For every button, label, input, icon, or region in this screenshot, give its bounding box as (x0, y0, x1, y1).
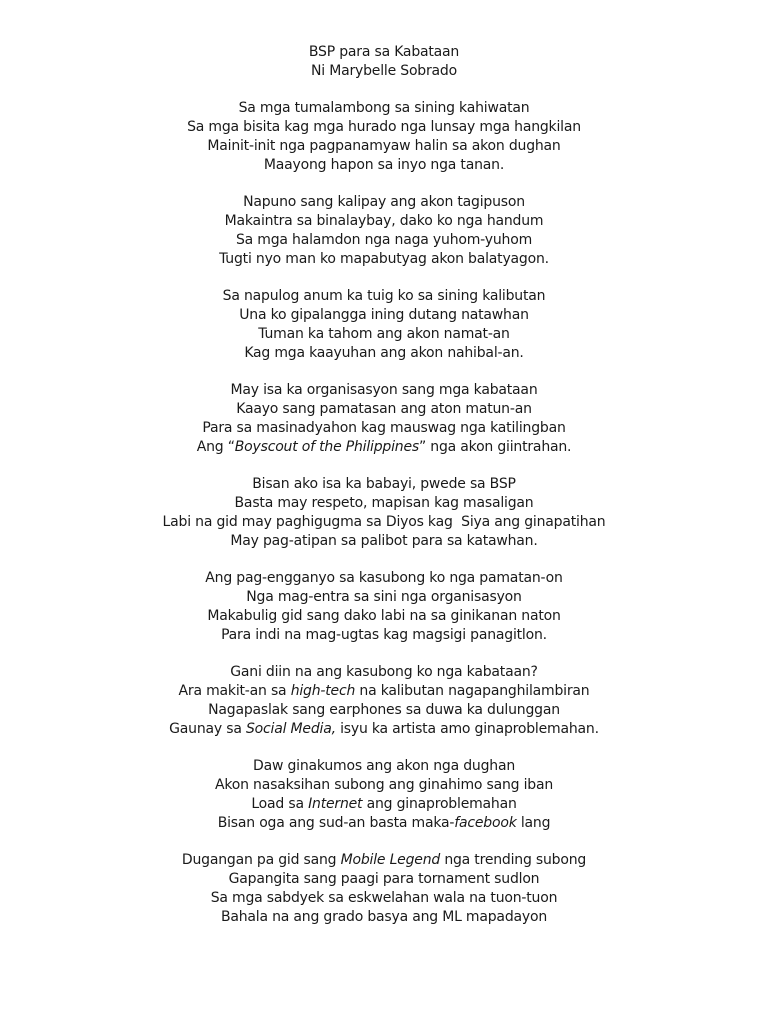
stanza-2 (0, 193, 768, 268)
poem-line: Tuman ka tahom ang akon namat-an (258, 325, 510, 342)
poem-line: Ang pag-engganyo sa kasubong ko nga pamatan-on (205, 570, 563, 587)
poem-line: Para indi na mag-ugtas kag magsigi panagitlon. (221, 626, 547, 643)
stanza-8 (0, 757, 768, 832)
poem-line: Sa mga bisita kag mga hurado nga lunsay mga hangkilan (187, 119, 581, 136)
poem-line: Tugti nyo man ko mapabutyag akon balatyagon. (219, 250, 549, 267)
line-text: ” nga akon giintrahan. (418, 438, 572, 455)
poem-line: Daw ginakumos ang akon nga dughan (252, 758, 515, 775)
poem-line (0, 682, 768, 701)
line-text: nga trending subong (440, 852, 587, 869)
line-text: Gaunay sa (169, 720, 246, 737)
poem-line (0, 851, 768, 870)
stanza-3 (0, 287, 768, 362)
poem-line: Makabulig gid sang dako labi na sa ginikanan naton (207, 607, 561, 624)
line-text: Load sa (251, 795, 309, 812)
poem-line: Una ko gipalangga ining dutang natawhan (239, 307, 529, 324)
poem-line: Sa napulog anum ka tuig ko sa sining kalibutan (222, 288, 546, 305)
stanza-6 (0, 569, 768, 644)
stanza-1 (0, 99, 768, 174)
stanza-5 (0, 475, 768, 550)
poem-line: Gani diin na ang kasubong ko nga kabataan? (230, 664, 538, 681)
poem-line: Labi na gid may paghigugma sa Diyos kag Siya ang ginapatihan (162, 513, 606, 530)
stanza-4 (0, 381, 768, 456)
poem-author: Ni Marybelle Sobrado (311, 62, 457, 79)
poem-line: Sa mga halamdon nga naga yuhom-yuhom (235, 231, 533, 248)
poem-line (0, 814, 768, 833)
poem-line: Nga mag-entra sa sini nga organisasyon (246, 589, 522, 606)
italic-text: Boyscout of the Philippines (234, 438, 419, 455)
poem-line: Napuno sang kalipay ang akon tagipuson (243, 194, 525, 211)
poem-page (0, 43, 768, 926)
line-text: lang (516, 814, 551, 831)
italic-text: high-tech (290, 683, 356, 700)
poem-line: Akon nasaksihan subong ang ginahimo sang iban (214, 777, 554, 794)
poem-line: Sa mga tumalambong sa sining kahiwatan (238, 100, 530, 117)
poem-line: Kag mga kaayuhan ang akon nahibal-an. (244, 344, 524, 361)
poem-line: Makaintra sa binalaybay, dako ko nga handum (224, 213, 544, 230)
poem-line: Bisan ako isa ka babayi, pwede sa BSP (252, 476, 516, 493)
poem-line: Basta may respeto, mapisan kag masaligan (234, 495, 534, 512)
italic-text: Social Media, (245, 720, 336, 737)
stanza-9 (0, 851, 768, 926)
poem-line: May pag-atipan sa palibot para sa katawhan. (230, 532, 538, 549)
poem-line (0, 438, 768, 457)
poem-line: Gapangita sang paagi para tornament sudlon (228, 871, 540, 888)
poem-line: Para sa masinadyahon kag mauswag nga katilingban (202, 419, 566, 436)
italic-text: facebook (454, 814, 517, 831)
italic-text: Internet (308, 795, 363, 812)
line-text: Bisan oga ang sud-an basta maka- (217, 814, 455, 831)
poem-line (0, 720, 768, 739)
line-text: ang ginaproblemahan (362, 795, 517, 812)
poem-line: Kaayo sang pamatasan ang aton matun-an (236, 401, 532, 418)
poem-line: May isa ka organisasyon sang mga kabataan (230, 382, 538, 399)
stanza-7 (0, 663, 768, 738)
poem-title: BSP para sa Kabataan (308, 44, 460, 60)
poem-line: Maayong hapon sa inyo nga tanan. (263, 156, 505, 173)
line-text: Ara makit-an sa (178, 683, 291, 700)
line-text: isyu ka artista amo ginaproblemahan. (335, 720, 599, 737)
poem-line: Bahala na ang grado basya ang ML mapadayon (220, 908, 548, 925)
line-text: Dugangan pa gid sang (181, 852, 341, 869)
line-text: Ang “ (196, 438, 235, 455)
italic-text: Mobile Legend (340, 852, 441, 869)
line-text: na kalibutan nagapanghilambiran (355, 683, 590, 700)
poem-line: Sa mga sabdyek sa eskwelahan wala na tuon-tuon (210, 889, 558, 906)
poem-line (0, 795, 768, 814)
poem-line: Mainit-init nga pagpanamyaw halin sa akon dughan (207, 137, 561, 154)
poem-line: Nagapaslak sang earphones sa duwa ka dulunggan (208, 701, 560, 718)
